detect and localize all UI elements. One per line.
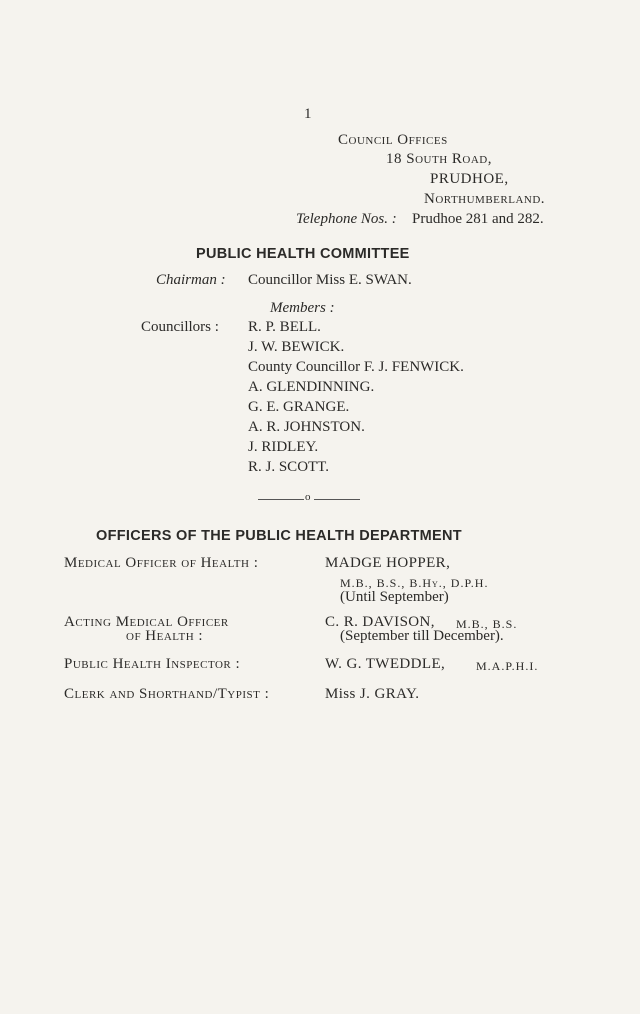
officer-role: Public Health Inspector : bbox=[64, 656, 241, 672]
member-item: J. W. BEWICK. bbox=[248, 339, 345, 355]
telephone-label: Telephone Nos. : bbox=[296, 211, 397, 227]
address-line-4: Northumberland. bbox=[424, 191, 546, 207]
officer-role: Clerk and Shorthand/Typist : bbox=[64, 686, 270, 702]
committee-heading: PUBLIC HEALTH COMMITTEE bbox=[196, 246, 410, 262]
officer-role: Medical Officer of Health : bbox=[64, 555, 259, 571]
officer-role: of Health : bbox=[126, 628, 204, 644]
separator-rule-left bbox=[258, 499, 304, 500]
officer-quals: M.B., B.S. bbox=[456, 617, 518, 631]
member-item: A. GLENDINNING. bbox=[248, 379, 375, 395]
member-item: R. J. SCOTT. bbox=[248, 459, 329, 475]
member-item: J. RIDLEY. bbox=[248, 439, 319, 455]
officer-name: W. G. TWEDDLE, bbox=[325, 656, 446, 672]
chairman-label: Chairman : bbox=[156, 272, 226, 288]
chairman-value: Councillor Miss E. SWAN. bbox=[248, 272, 412, 288]
separator-mark: o bbox=[305, 491, 311, 503]
officer-note: (Until September) bbox=[340, 589, 449, 605]
page-number: 1 bbox=[304, 106, 312, 122]
separator-rule-right bbox=[314, 499, 360, 500]
member-item: County Councillor F. J. FENWICK. bbox=[248, 359, 464, 375]
officer-role: Acting Medical Officer bbox=[64, 614, 229, 630]
member-item: G. E. GRANGE. bbox=[248, 399, 350, 415]
member-item: R. P. BELL. bbox=[248, 319, 321, 335]
telephone-value: Prudhoe 281 and 282. bbox=[412, 211, 544, 227]
officers-heading: OFFICERS OF THE PUBLIC HEALTH DEPARTMENT bbox=[96, 528, 462, 544]
officer-name: C. R. DAVISON, bbox=[325, 614, 435, 630]
officer-name: Miss J. GRAY. bbox=[325, 686, 420, 702]
members-label: Members : bbox=[270, 300, 335, 316]
member-item: A. R. JOHNSTON. bbox=[248, 419, 365, 435]
officer-quals: M.A.P.H.I. bbox=[476, 659, 539, 673]
officer-note: (September till December). bbox=[340, 628, 504, 644]
councillors-label: Councillors : bbox=[141, 319, 219, 335]
address-line-3: PRUDHOE, bbox=[430, 171, 509, 187]
officer-quals: M.B., B.S., B.Hy., D.P.H. bbox=[340, 576, 489, 590]
address-line-1: Council Offices bbox=[338, 132, 448, 148]
address-line-2: 18 South Road, bbox=[386, 151, 492, 167]
officer-name: MADGE HOPPER, bbox=[325, 555, 451, 571]
